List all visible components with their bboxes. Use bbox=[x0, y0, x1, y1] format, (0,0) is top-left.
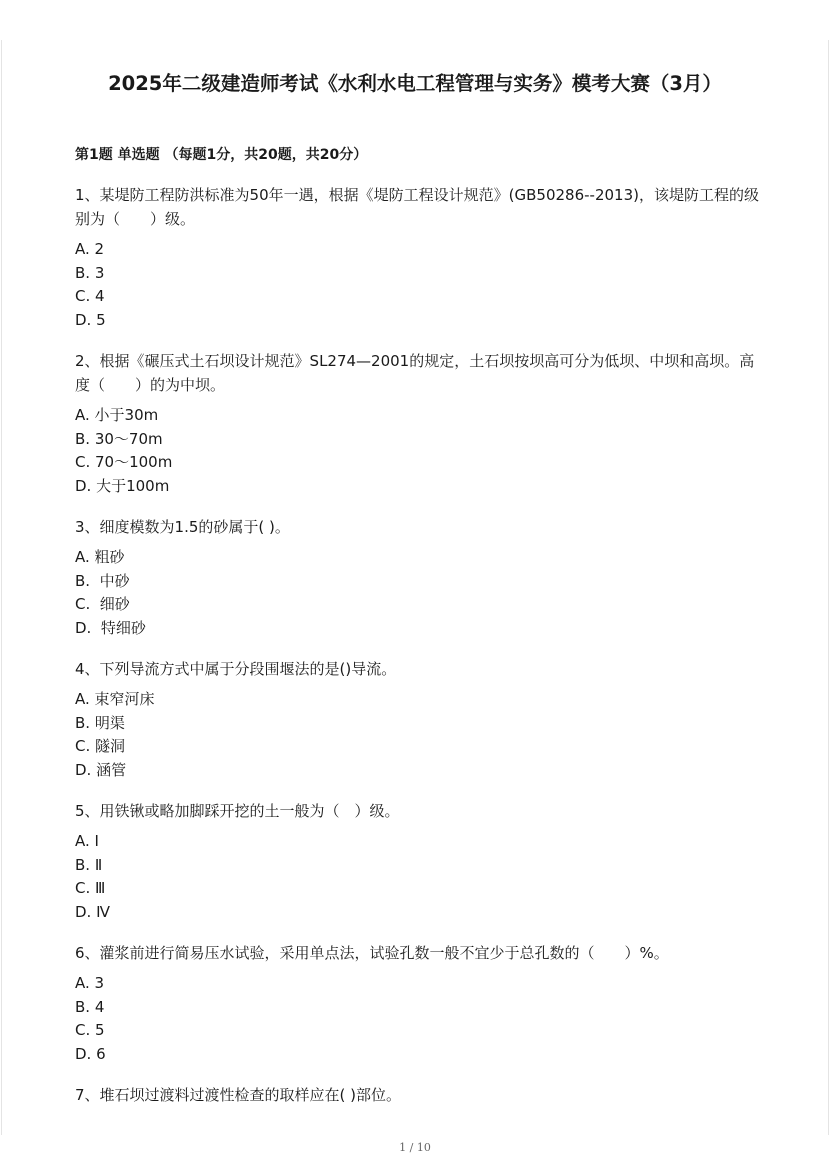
question-stem: 7、堆石坝过渡料过渡性检查的取样应在( )部位。 bbox=[75, 1086, 402, 1104]
answer-option: C. 隧洞 bbox=[75, 737, 126, 755]
question-2 bbox=[75, 349, 760, 498]
answer-option: A. 束窄河床 bbox=[75, 690, 155, 708]
question-stem: 4、下列导流方式中属于分段围堰法的是()导流。 bbox=[75, 660, 397, 678]
answer-option: C. 70～100m bbox=[75, 453, 173, 471]
question-stem: 2、根据《碾压式土石坝设计规范》SL274—2001的规定，土石坝按坝高可分为低坝、中坝和高坝。高度（ ）的为中坝。 bbox=[75, 352, 755, 394]
answer-option: C. 4 bbox=[75, 287, 105, 305]
answer-option: C. 5 bbox=[75, 1021, 105, 1039]
question-6 bbox=[75, 941, 760, 1066]
answer-option: A. 粗砂 bbox=[75, 548, 125, 566]
answer-option: D. 涵管 bbox=[75, 760, 127, 779]
answer-option: A. 2 bbox=[75, 240, 105, 258]
page-border-right bbox=[828, 40, 829, 1135]
answer-option: D. 大于100m bbox=[75, 476, 170, 495]
answer-option: D. 6 bbox=[75, 1044, 106, 1063]
question-stem: 3、细度模数为1.5的砂属于( )。 bbox=[75, 518, 290, 536]
page-border-left bbox=[1, 40, 2, 1135]
question-stem: 6、灌浆前进行简易压水试验，采用单点法，试验孔数一般不宜少于总孔数的（ ）%。 bbox=[75, 944, 669, 962]
question-5 bbox=[75, 799, 760, 924]
answer-option: D. Ⅳ bbox=[75, 902, 110, 921]
question-stem: 5、用铁锹或略加脚踩开挖的土一般为（ ）级。 bbox=[75, 802, 400, 820]
question-list bbox=[75, 183, 760, 1124]
document-title: 2025年二级建造师考试《水利水电工程管理与实务》模考大赛（3月） bbox=[108, 72, 722, 95]
answer-option: B. 中砂 bbox=[75, 571, 130, 590]
page-indicator: 1 / 10 bbox=[399, 1141, 431, 1154]
answer-option: B. 3 bbox=[75, 263, 105, 282]
answer-option: D. 5 bbox=[75, 310, 106, 329]
section-heading: 第1题 单选题 （每题1分，共20题，共20分） bbox=[75, 147, 368, 163]
answer-option: D. 特细砂 bbox=[75, 618, 146, 637]
answer-option: A. 小于30m bbox=[75, 406, 159, 424]
question-stem: 1、某堤防工程防洪标准为50年一遇，根据《堤防工程设计规范》(GB50286--2013)，该堤防工程的级别为（ ）级。 bbox=[75, 186, 759, 228]
answer-option: C. 细砂 bbox=[75, 595, 130, 613]
answer-option: C. Ⅲ bbox=[75, 879, 106, 897]
answer-option: B. Ⅱ bbox=[75, 855, 103, 874]
answer-option: A. Ⅰ bbox=[75, 832, 99, 850]
question-4 bbox=[75, 657, 760, 782]
question-1 bbox=[75, 183, 760, 332]
answer-option: B. 30～70m bbox=[75, 429, 163, 448]
question-3 bbox=[75, 515, 760, 640]
question-7 bbox=[75, 1083, 760, 1107]
answer-option: A. 3 bbox=[75, 974, 105, 992]
answer-option: B. 明渠 bbox=[75, 713, 125, 732]
answer-option: B. 4 bbox=[75, 997, 105, 1016]
